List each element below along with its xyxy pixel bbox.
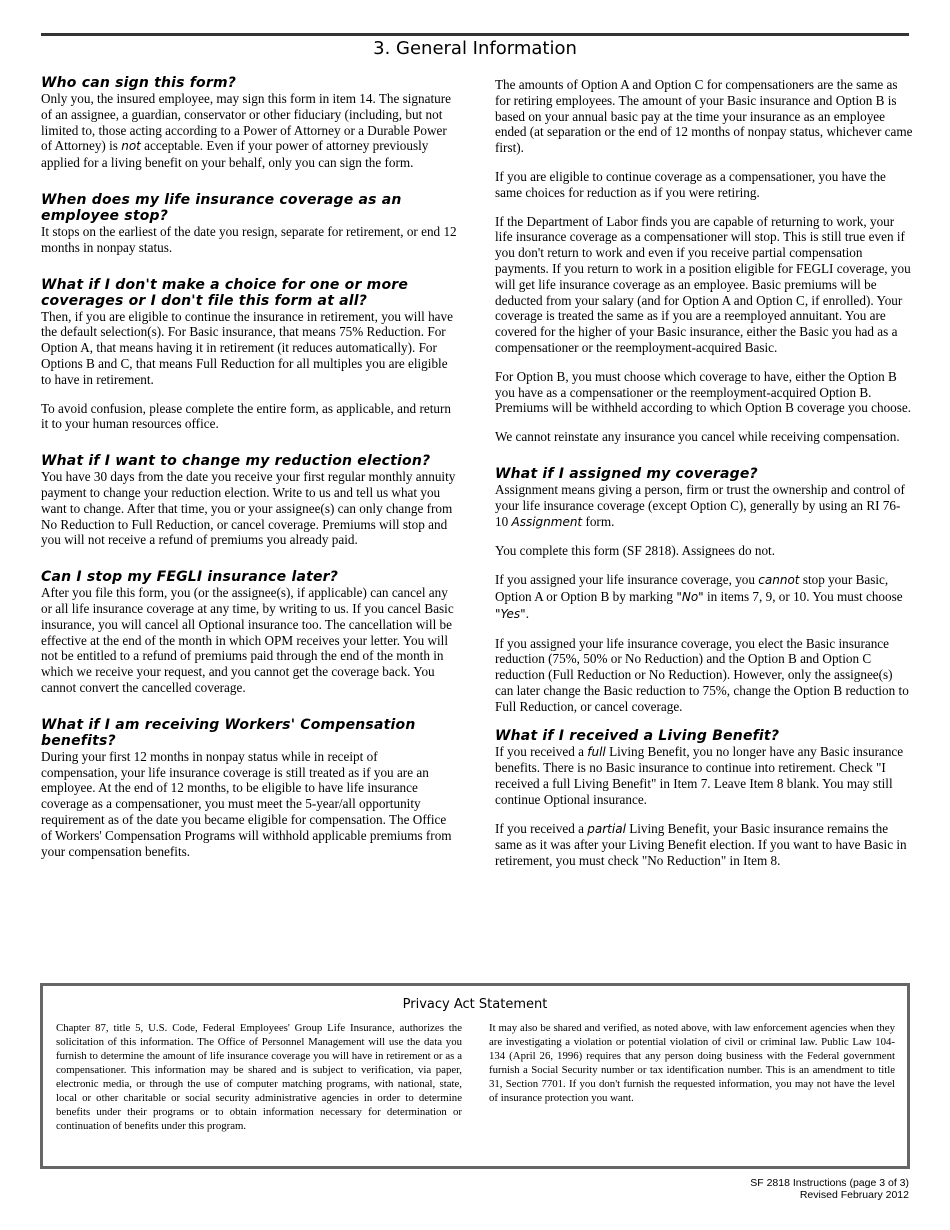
stop-fegli-text: After you file this form, you (or the assignee(s), if applicable) can cancel any or all life insurance coverage at any time, by writing to us. If you cancel Basic insurance, you will cancel all Optional insurance too. The cancellation will be effective at the end of the month in which OPM receives your letter. You will not be entitled to a refund of premiums paid through the end of the month in which we receive your request, and you cannot get the coverage back. You cannot convert the cancelled coverage. [41, 585, 454, 695]
heading-change-election: What if I want to change my reduction election? [41, 453, 431, 470]
heading-assigned: What if I assigned my coverage? [495, 465, 758, 482]
text-emphasis: "No" [676, 589, 704, 604]
heading-workers-comp: What if I am receiving Workers' Compensation benefits? [41, 716, 416, 749]
text-emphasis: cannot [758, 573, 800, 588]
privacy-act-box [40, 983, 910, 1169]
page-title: 3. General Information [373, 38, 577, 59]
heading-coverage-stop: When does my life insurance coverage as an employee stop? [41, 191, 402, 224]
text-run: Living Benefit, you no longer have any Basic insurance benefits. There is no Basic insurance to continue into retirement. Check "I received a full Living Benefit" in Item 7. Leave Item 8 blank. You may still continue Optional insurance. [495, 743, 904, 807]
privacy-left-text: Chapter 87, title 5, U.S. Code, Federal Employees' Group Life Insurance, authorizes the solicitation of this information. The Office of Personnel Management will use the data you furnish to determine the amount of life insurance coverage you will have in retirement or as a compensationer. This information may be shared and is subject to verification, via paper, electronic media, or through the use of computer matching programs, with national, state, local or other charitable or social security administrative agencies in order to determine benefits under their programs or to obtain information necessary for determination or continuation of benefits under this program. [56, 1022, 462, 1132]
assignment-text [495, 482, 913, 530]
dol-return-text: If the Department of Labor finds you are capable of returning to work, your life insurance coverage as a compensationer will stop. This is still true even if you don't return to work and even if you receive partial compensation payments. If you return to work in a position eligible for FEGLI coverage, you will get life insurance coverage as an employee. Basic premiums will be deducted from your salary (and for Option A and Option C, if enrolled). Your coverage is treated the same as if you are a reemployed annuitant. You are covered for the higher of your Basic insurance, either the Basic you had as a compensationer or the reemployment-acquired Basic. [495, 213, 911, 355]
text-run: stop your Basic, Option A or Option B by marking [495, 572, 889, 604]
footer-revised: Revised February 2012 [799, 1189, 909, 1201]
compensationer-choices-text: If you are eligible to continue coverage as a compensationer, you have the same choices for reduction as if you were retiring. [495, 168, 886, 200]
text-run: Only you, the insured employee, may sign this form in item 14. The signature of an assignee, a guardian, conservator or other fiduciary (including, but not limited to, those acting according to a Power of Attorney or a Durable Power of Attorney) is [41, 91, 451, 154]
assigned-cannot-stop-text [495, 572, 913, 622]
right-column [495, 77, 913, 869]
coverage-stop-text: It stops on the earliest of the date you resign, separate for retirement, or end 12 months in nonpay status. [41, 223, 457, 255]
page-footer [750, 1177, 909, 1201]
assignees-text: You complete this form (SF 2818). Assignees do not. [495, 543, 775, 559]
privacy-right-text: It may also be shared and verified, as noted above, with law enforcement agencies when they are investigating a violation or potential violation of civil or criminal law. Public Law 104-134 (April 26, 1996) requires that any person doing business with the Federal government furnish a Social Security number or tax identification number. This is an amendment to title 31, Section 7701. If you don't furnish the requested information, you may not have the level of insurance protection you want. [489, 1022, 895, 1104]
text-emphasis: partial [587, 821, 626, 836]
text-run: If you received a [495, 743, 588, 759]
compensationer-amounts-text: The amounts of Option A and Option C for compensationers are the same as for retiring employees. The amount of your Basic insurance and Option B is based on your annual basic pay at the time your insurance as an employee ended (at separation or the end of 12 months of nonpay status, whichever came first). [495, 77, 913, 156]
partial-living-benefit-text [495, 821, 913, 869]
workers-comp-text: During your first 12 months in nonpay status while in receipt of compensation, your life insurance coverage is still treated as if you are an employee. At the end of 12 months, to be eligible to have life insurance coverage as a compensationer, you must meet the 5-year/all opportunity requirement as of the date you became eligible for compensation. The Office of Workers' Compensation Programs will withhold applicable premiums from your compensation benefits. [41, 748, 452, 859]
text-run: acceptable. Even if your power of attorney previously applied for a living benefit on your behalf, only you can sign the form. [41, 138, 429, 171]
text-run: in items 7, 9, or 10. You must choose [703, 588, 903, 604]
heading-no-choice: What if I don't make a choice for one or more coverages or I don't file this form at all? [41, 276, 409, 309]
reinstate-text: We cannot reinstate any insurance you cancel while receiving compensation. [495, 429, 900, 445]
footer-form-id: SF 2818 Instructions (page 3 of 3) [750, 1177, 909, 1189]
text-emphasis: not [121, 139, 141, 154]
assigned-reduction-text: If you assigned your life insurance coverage, you elect the Basic insurance reduction (75%, 50% or No Reduction) and the Option B and Option C reduction (Full Reduction or No Reduction). However, only the assignee(s) can later change the Basic reduction to 75%, change the Option B reduction to Full Reduction, or cancel coverage. [495, 635, 909, 714]
text-emphasis: "Yes" [495, 606, 526, 621]
no-choice-text: Then, if you are eligible to continue the insurance in retirement, you will have the default selection(s). For Basic insurance, that means 75% Reduction. For Option A, that means having it in retirement (it reduces automatically). For Options B and C, that means Full Reduction for all multiples you are eligible to have in retirement. [41, 308, 453, 387]
who-can-sign-text [41, 91, 457, 171]
text-emphasis: Assignment [511, 514, 583, 529]
heading-living-benefit: What if I received a Living Benefit? [495, 727, 780, 744]
top-rule [41, 33, 909, 36]
text-run: Living Benefit, your Basic insurance remains the same as it was after your Living Benefit election. If you want to have Basic in retirement, you must check "No Reduction" in Item 8. [495, 820, 907, 869]
left-column [41, 75, 457, 859]
text-run: form. [582, 513, 615, 529]
text-run: . [525, 605, 529, 621]
avoid-confusion-text: To avoid confusion, please complete the entire form, as applicable, and return it to your human resources office. [41, 400, 451, 432]
heading-who-can-sign: Who can sign this form? [41, 75, 237, 91]
change-election-text: You have 30 days from the date you receive your first regular monthly annuity payment to change your reduction election. Write to us and tell us what you want to change. After that time, you or your assignee(s) can only change from No Reduction to Full Reduction, or cancel coverage. Premiums will stop and you will not receive a refund of premiums you already paid. [41, 469, 456, 548]
privacy-act-title: Privacy Act Statement [402, 997, 548, 1012]
heading-stop-fegli: Can I stop my FEGLI insurance later? [41, 569, 339, 586]
text-emphasis: full [587, 744, 606, 759]
text-run: Assignment means giving a person, firm or trust the ownership and control of your life insurance coverage (except Option C), generally by using an RI 76-10 [495, 481, 905, 529]
option-b-text: For Option B, you must choose which coverage to have, either the Option B you have as a compensationer or the reemployment-acquired Option B. Premiums will be withheld according to which Option B coverage you choose. [495, 368, 912, 416]
full-living-benefit-text [495, 744, 913, 808]
text-run: If you assigned your life insurance coverage, you [495, 572, 759, 588]
text-run: If you received a [495, 820, 588, 836]
